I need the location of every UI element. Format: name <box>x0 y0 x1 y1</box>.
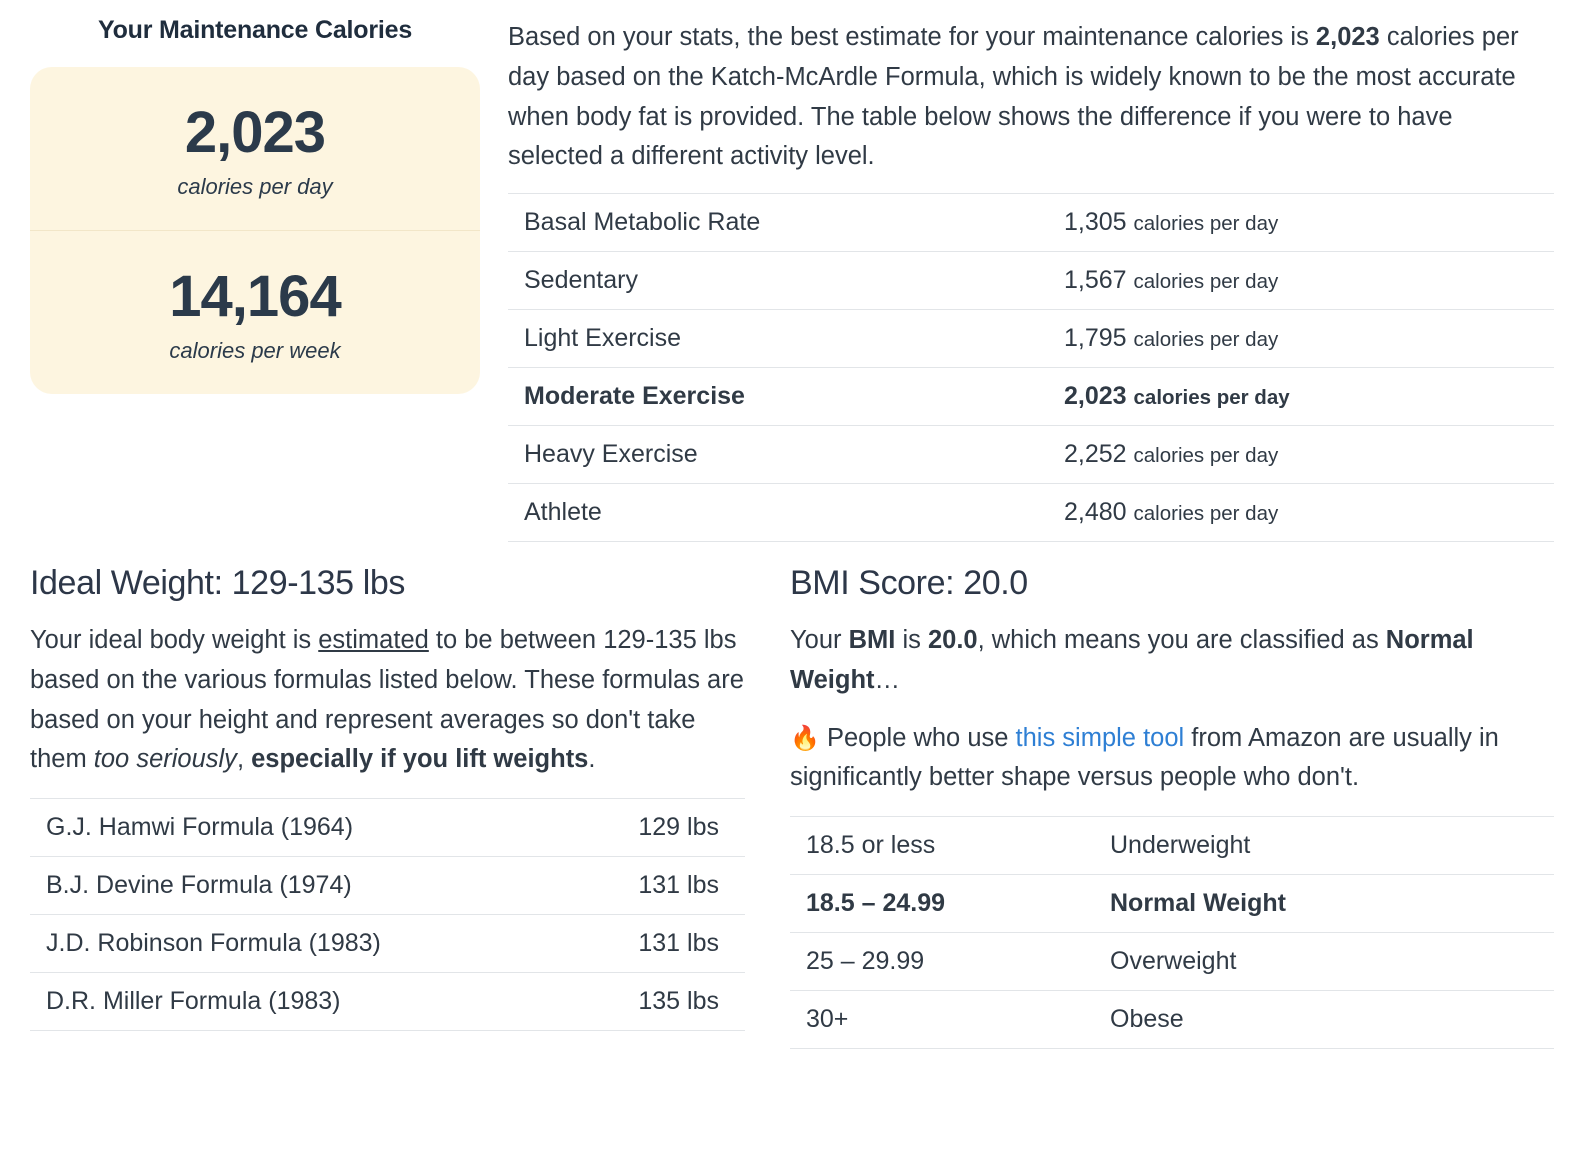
activity-number: 2,023 <box>1064 382 1127 411</box>
activity-value <box>1064 194 1554 252</box>
table-row <box>790 817 1554 875</box>
ideal-weight-title: Ideal Weight: 129-135 lbs <box>30 564 405 603</box>
bmi-category: Normal Weight <box>1110 875 1554 933</box>
weekly-calories-value: 14,164 <box>169 263 341 329</box>
description-part1: Based on your stats, the best estimate for your maintenance calories is <box>508 23 1316 51</box>
ideal-weight-table <box>30 798 745 1031</box>
activity-value <box>1064 310 1554 368</box>
bmi-text-bold-2: 20.0 <box>927 626 978 655</box>
bmi-range: 18.5 or less <box>790 817 1110 875</box>
formula-label: J.D. Robinson Formula (1983) <box>30 915 565 973</box>
ideal-text-italic: too seriously <box>93 745 237 774</box>
ideal-weight-description <box>30 621 745 780</box>
activity-unit: calories per day <box>1133 270 1279 294</box>
weekly-calories-block <box>30 230 480 394</box>
bmi-promo-text <box>790 719 1554 799</box>
table-row <box>30 857 745 915</box>
activity-level-table <box>508 193 1554 542</box>
formula-value: 131 lbs <box>565 915 745 973</box>
table-row-selected <box>508 368 1554 426</box>
table-row <box>790 933 1554 991</box>
formula-value: 131 lbs <box>565 857 745 915</box>
activity-unit: calories per day <box>1133 386 1290 410</box>
promo-text-2: from Amazon are usually in significantly better shape versus people who don't. <box>790 723 1499 792</box>
activity-number: 2,480 <box>1064 498 1127 527</box>
table-row <box>30 915 745 973</box>
bmi-range: 25 – 29.99 <box>790 933 1110 991</box>
formula-value: 135 lbs <box>565 973 745 1031</box>
promo-link[interactable]: this simple tool <box>1015 723 1185 752</box>
formula-value: 129 lbs <box>565 799 745 857</box>
bmi-classification-table <box>790 816 1554 1049</box>
bmi-category: Obese <box>1110 991 1554 1049</box>
activity-label: Athlete <box>508 484 1064 542</box>
ideal-text-3: , <box>236 745 252 774</box>
description-calories-value: 2,023 <box>1315 23 1380 51</box>
maintenance-summary-column <box>30 14 508 394</box>
activity-label: Light Exercise <box>508 310 1064 368</box>
ideal-weight-section <box>30 564 790 1031</box>
maintenance-title: Your Maintenance Calories <box>97 16 413 44</box>
bmi-text-1: Your <box>790 626 849 655</box>
activity-unit: calories per day <box>1133 212 1279 236</box>
bmi-description <box>790 621 1554 701</box>
table-row <box>508 426 1554 484</box>
activity-unit: calories per day <box>1133 502 1279 526</box>
ideal-weight-table-body <box>30 799 745 1031</box>
table-row-selected <box>790 875 1554 933</box>
table-row <box>508 252 1554 310</box>
activity-value <box>1064 252 1554 310</box>
activity-level-table-body <box>508 194 1554 542</box>
daily-calories-label: calories per day <box>177 173 333 199</box>
maintenance-description <box>508 18 1554 177</box>
bmi-category: Underweight <box>1110 817 1554 875</box>
table-row <box>30 799 745 857</box>
ideal-text-underline: estimated <box>318 626 429 655</box>
ideal-text-4: . <box>588 745 596 774</box>
table-row <box>508 484 1554 542</box>
activity-label: Moderate Exercise <box>508 368 1064 426</box>
activity-value <box>1064 368 1554 426</box>
ideal-text-2: to be between 129-135 lbs based on the various formulas listed below. These formulas are based on your height and represent averages so don't take them <box>30 626 744 774</box>
ideal-text-1: Your ideal body weight is <box>30 626 319 655</box>
bmi-text-bold-1: BMI <box>848 626 896 655</box>
table-row <box>30 973 745 1031</box>
activity-label: Heavy Exercise <box>508 426 1064 484</box>
bmi-range: 18.5 – 24.99 <box>790 875 1110 933</box>
maintenance-card <box>30 67 480 394</box>
formula-label: B.J. Devine Formula (1974) <box>30 857 565 915</box>
description-part2: calories per day based on the Katch-McArdle Formula, which is widely known to be the most accurate when body fat is provided. The table below shows the difference if you were to have selected a different activity level. <box>508 23 1519 171</box>
table-row <box>790 991 1554 1049</box>
bmi-title: BMI Score: 20.0 <box>790 564 1028 603</box>
bmi-range: 30+ <box>790 991 1110 1049</box>
table-row <box>508 194 1554 252</box>
activity-label: Sedentary <box>508 252 1064 310</box>
formula-label: D.R. Miller Formula (1983) <box>30 973 565 1031</box>
fire-emoji-icon: 🔥 <box>790 724 820 752</box>
lower-sections <box>30 542 1554 1049</box>
bmi-classification-table-body <box>790 817 1554 1049</box>
bmi-text-2: is <box>895 626 928 655</box>
bmi-category: Overweight <box>1110 933 1554 991</box>
bmi-text-3: , which means you are classified as <box>977 626 1386 655</box>
maintenance-calories-section <box>30 0 1554 542</box>
maintenance-detail-column <box>508 14 1554 542</box>
daily-calories-block <box>30 67 480 230</box>
activity-label: Basal Metabolic Rate <box>508 194 1064 252</box>
bmi-text-4: … <box>874 665 901 694</box>
table-row <box>508 310 1554 368</box>
daily-calories-value: 2,023 <box>184 100 326 165</box>
activity-unit: calories per day <box>1133 328 1279 352</box>
bmi-section <box>790 564 1554 1049</box>
bmi-text-bold-3: Normal Weight <box>790 626 1474 694</box>
promo-text-1: People who use <box>819 723 1016 752</box>
activity-unit: calories per day <box>1133 444 1279 468</box>
ideal-text-bold: especially if you lift weights <box>251 745 589 774</box>
activity-number: 1,305 <box>1064 208 1127 237</box>
formula-label: G.J. Hamwi Formula (1964) <box>30 799 565 857</box>
activity-number: 1,795 <box>1064 324 1127 353</box>
activity-number: 1,567 <box>1064 266 1127 295</box>
activity-number: 2,252 <box>1064 440 1127 469</box>
activity-value <box>1064 484 1554 542</box>
weekly-calories-label: calories per week <box>169 337 341 363</box>
activity-value <box>1064 426 1554 484</box>
